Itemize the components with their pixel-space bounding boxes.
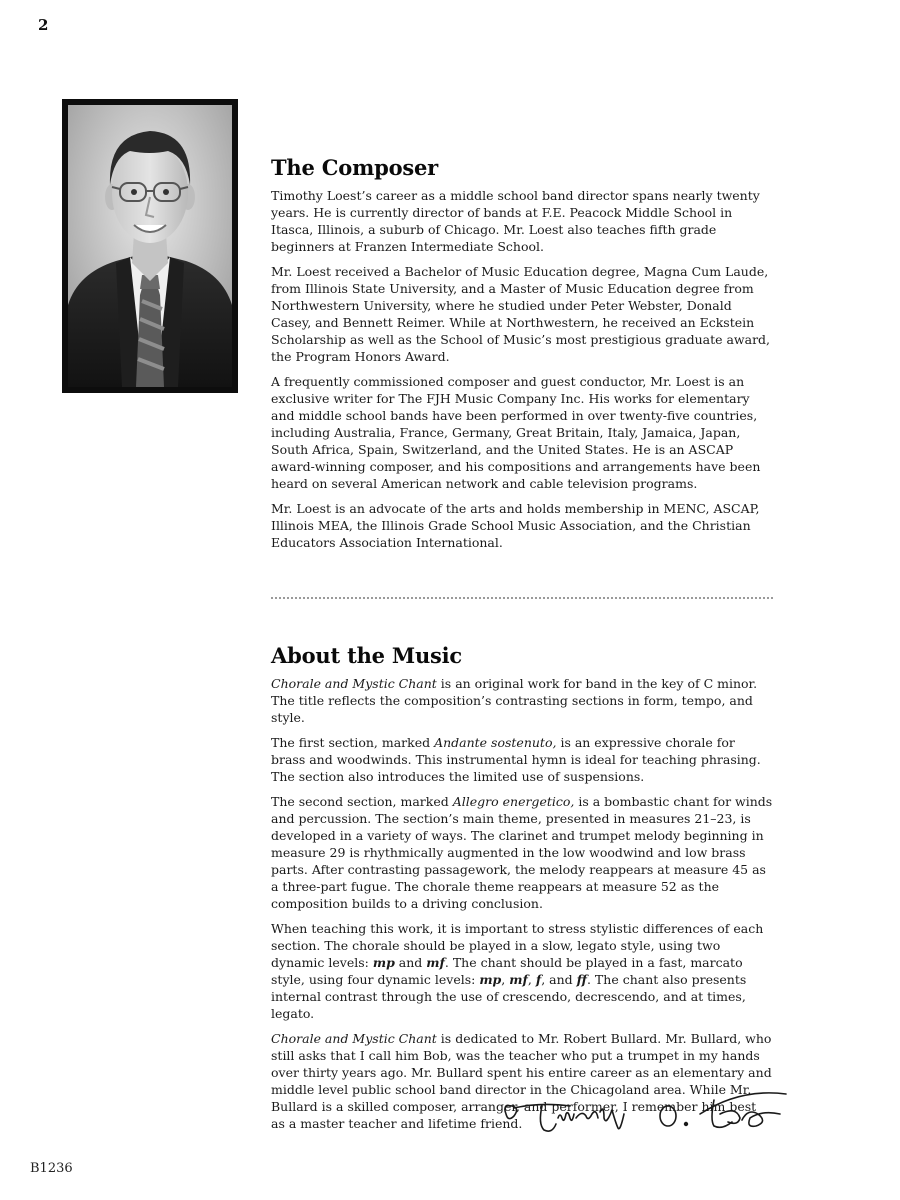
music-section: [271, 643, 773, 1140]
composer-paragraph-4: Mr. Loest is an advocate of the arts and holds membership in MENC, ASCAP, Illinois MEA, the Illinois Grade School Music Association, and the Christian Educators Association International.: [271, 501, 760, 550]
page-number: 2: [38, 16, 49, 34]
music-paragraph-3: [271, 793, 773, 912]
composer-paragraph-3: A frequently commissioned composer and guest conductor, Mr. Loest is an exclusive writer for The FJH Music Company Inc. His works for elementary and middle school bands have been performed in over twenty-five countries, including Australia, France, Germany, Great Britain, Italy, Jamaica, Japan, South Africa, Spain, Switzerland, and the United States. He is an ASCAP award-winning composer, and his compositions and arrangements have been heard on several American network and cable television programs.: [271, 374, 761, 491]
music-paragraph-2: [271, 734, 773, 785]
music-paragraph-4-text-1: When teaching this work, it is important to stress stylistic differences of each section. The chorale should be played in a slow, legato style, using two dynamic levels:: [271, 921, 764, 970]
composer-section: [271, 155, 773, 559]
composer-portrait: [62, 99, 238, 393]
music-paragraph-3-before: The second section, marked: [271, 794, 453, 809]
music-paragraph-4-text-2: . The chant should be played in a fast, marcato style, using four dynamic levels:: [271, 955, 743, 987]
dynamic-separator-3: , and: [541, 972, 577, 987]
music-heading: About the Music: [271, 643, 463, 668]
music-paragraph-2-before: The first section, marked: [271, 735, 435, 750]
work-title: Chorale and Mystic Chant: [271, 676, 437, 691]
music-paragraph-4-text-3: . The chant also presents internal contrast through the use of crescendo, decrescendo, and at times, legato.: [271, 972, 747, 1021]
music-paragraph-1-text: is an original work for band in the key of C minor. The title reflects the composition’s contrasting sections in form, tempo, and style.: [271, 676, 758, 725]
music-paragraph-4: [271, 920, 773, 1022]
dynamic-ff: ff: [576, 972, 587, 987]
composer-paragraph-2: Mr. Loest received a Bachelor of Music Education degree, Magna Cum Laude, from Illinois State University, and a Master of Music Education degree from Northwestern University, where he studied under Peter Webster, Donald Casey, and Bennett Reimer. While at Northwestern, he received an Eckstein Scholarship as well as the School of Music’s most prestigious graduate award, the Program Honors Award.: [271, 264, 771, 364]
dynamic-mf-2: mf: [509, 972, 528, 987]
tempo-marking-andante: Andante sostenuto,: [434, 735, 557, 750]
music-paragraph-4-and: and: [394, 955, 427, 970]
dynamic-mp-2: mp: [479, 972, 502, 987]
music-paragraph-1: [271, 675, 773, 726]
section-divider: [271, 597, 773, 599]
music-paragraph-2-after: is an expressive chorale for brass and woodwinds. This instrumental hymn is ideal for teaching phrasing. The section also introduces the limited use of suspensions.: [271, 735, 761, 784]
dynamic-separator-2: ,: [527, 972, 536, 987]
composer-paragraph-1: Timothy Loest’s career as a middle school band director spans nearly twenty years. He is currently director of bands at F.E. Peacock Middle School in Itasca, Illinois, a suburb of Chicago. Mr. Loest also teaches fifth grade beginners at Franzen Intermediate School.: [271, 188, 760, 254]
composer-signature: [500, 1084, 790, 1136]
dynamic-mf: mf: [426, 955, 445, 970]
composer-heading: The Composer: [271, 155, 439, 180]
music-paragraph-5-text: is dedicated to Mr. Robert Bullard. Mr. Bullard, who still asks that I call him Bob, was the teacher who put a trumpet in my hands over thirty years ago. Mr. Bullard spent his entire career as an elementary and middle level public school band director in the Chicagoland area. While Mr. Bullard is a skilled composer, arranger, and performer, I remember him best as a master teacher and lifetime friend.: [271, 1031, 772, 1131]
tempo-marking-allegro: Allegro energetico,: [452, 794, 575, 809]
signature-image: [500, 1084, 790, 1136]
dynamic-separator-1: ,: [501, 972, 510, 987]
music-paragraph-3-after: is a bombastic chant for winds and percussion. The section’s main theme, presented in measures 21–23, is developed in a variety of ways. The clarinet and trumpet melody beginning in measure 29 is rhythmically augmented in the low woodwind and low brass parts. After contrasting passagework, the melody reappears at measure 45 as a three-part fugue. The chorale theme reappears at measure 52 as the composition builds to a driving conclusion.: [271, 794, 773, 911]
dynamic-mp: mp: [372, 955, 395, 970]
dynamic-f: f: [535, 972, 542, 987]
catalog-code: B1236: [30, 1161, 73, 1176]
portrait-image: [68, 105, 232, 387]
work-title-2: Chorale and Mystic Chant: [271, 1031, 437, 1046]
